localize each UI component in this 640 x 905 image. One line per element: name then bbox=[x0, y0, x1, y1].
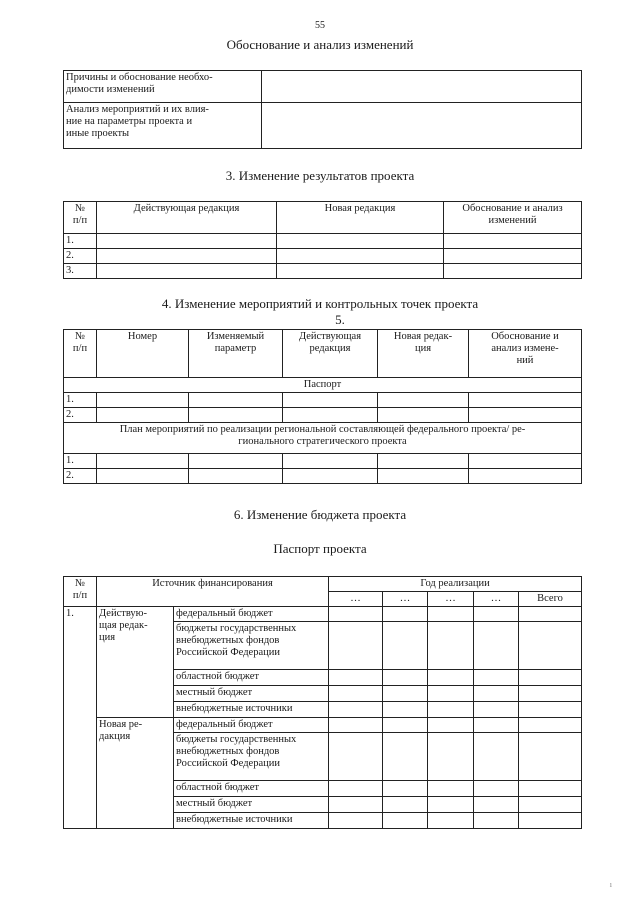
table-row-num: 1. bbox=[64, 234, 97, 249]
budget-source: областной бюджет bbox=[174, 670, 329, 686]
table-cell bbox=[428, 702, 474, 718]
table-cell bbox=[383, 607, 428, 622]
table-cell bbox=[277, 234, 444, 249]
table-row-num: 2. bbox=[64, 469, 97, 484]
table-row-num: 2. bbox=[64, 408, 97, 423]
table-cell bbox=[474, 607, 519, 622]
table-cell bbox=[428, 718, 474, 733]
table-cell bbox=[474, 622, 519, 670]
activities-header-justification: Обоснование и анализ измене- ний bbox=[469, 330, 582, 378]
budget-source: местный бюджет bbox=[174, 686, 329, 702]
budget-source: внебюджетные источники bbox=[174, 813, 329, 829]
budget-year-col: … bbox=[474, 592, 519, 607]
activities-header-num: № п/п bbox=[64, 330, 97, 378]
table-cell bbox=[97, 249, 277, 264]
table-row-num: 1. bbox=[64, 393, 97, 408]
table-cell bbox=[469, 393, 582, 408]
page-title: Обоснование и анализ изменений bbox=[226, 37, 414, 52]
table-cell bbox=[428, 797, 474, 813]
table-cell bbox=[189, 469, 283, 484]
table-cell bbox=[283, 454, 378, 469]
results-header-num: № п/п bbox=[64, 202, 97, 234]
table-row-num: 3. bbox=[64, 264, 97, 279]
table-cell bbox=[383, 622, 428, 670]
table-cell bbox=[97, 454, 189, 469]
table-cell bbox=[474, 718, 519, 733]
table-cell bbox=[519, 670, 582, 686]
table-cell bbox=[428, 813, 474, 829]
table-cell bbox=[378, 454, 469, 469]
budget-source: бюджеты государственных внебюджетных фондов Российской Федерации bbox=[174, 622, 329, 670]
section-6-title: 6. Изменение бюджета проекта bbox=[233, 507, 407, 522]
budget-group-current: Действую- щая редак- ция bbox=[97, 607, 174, 718]
budget-total-col: Всего bbox=[519, 592, 582, 607]
activities-header-current: Действующая редакция bbox=[283, 330, 378, 378]
table-cell bbox=[378, 393, 469, 408]
table-cell bbox=[428, 670, 474, 686]
budget-group-new: Новая ре- дакция bbox=[97, 718, 174, 829]
table-cell bbox=[444, 264, 582, 279]
table-cell bbox=[329, 607, 383, 622]
budget-source: федеральный бюджет bbox=[174, 718, 329, 733]
table-cell bbox=[329, 702, 383, 718]
edge-mark: ı bbox=[609, 880, 612, 889]
table-cell bbox=[469, 454, 582, 469]
table-cell bbox=[97, 234, 277, 249]
table-cell bbox=[383, 702, 428, 718]
budget-year-col: … bbox=[329, 592, 383, 607]
table-cell bbox=[378, 469, 469, 484]
page-number: 55 bbox=[315, 20, 325, 31]
table-row-num: 2. bbox=[64, 249, 97, 264]
table-cell bbox=[474, 733, 519, 781]
table-cell bbox=[329, 781, 383, 797]
table-cell bbox=[329, 686, 383, 702]
activities-header-number: Номер bbox=[97, 330, 189, 378]
table-row-num: 1. bbox=[64, 454, 97, 469]
table-cell bbox=[383, 718, 428, 733]
budget-source: бюджеты государственных внебюджетных фондов Российской Федерации bbox=[174, 733, 329, 781]
table-cell bbox=[189, 408, 283, 423]
justification-row-value bbox=[262, 71, 582, 103]
justification-row-label: Причины и обоснование необхо- димости изменений bbox=[64, 71, 262, 103]
table-cell bbox=[519, 718, 582, 733]
budget-source: внебюджетные источники bbox=[174, 702, 329, 718]
table-cell bbox=[329, 733, 383, 781]
table-cell bbox=[97, 469, 189, 484]
budget-table bbox=[63, 576, 582, 829]
budget-year-col: … bbox=[428, 592, 474, 607]
table-cell bbox=[428, 607, 474, 622]
table-cell bbox=[428, 781, 474, 797]
table-cell bbox=[474, 781, 519, 797]
table-cell bbox=[97, 408, 189, 423]
table-cell bbox=[329, 670, 383, 686]
table-cell bbox=[474, 813, 519, 829]
budget-source: федеральный бюджет bbox=[174, 607, 329, 622]
table-cell bbox=[519, 781, 582, 797]
table-cell bbox=[277, 264, 444, 279]
table-cell bbox=[519, 733, 582, 781]
budget-source: областной бюджет bbox=[174, 781, 329, 797]
budget-header-source: Источник финансирования bbox=[97, 577, 329, 607]
table-cell bbox=[383, 670, 428, 686]
results-header-justification: Обоснование и анализ изменений bbox=[444, 202, 582, 234]
table-cell bbox=[474, 670, 519, 686]
table-cell bbox=[97, 264, 277, 279]
table-cell bbox=[378, 408, 469, 423]
table-cell bbox=[469, 408, 582, 423]
table-cell bbox=[519, 813, 582, 829]
table-cell bbox=[97, 393, 189, 408]
table-cell bbox=[474, 797, 519, 813]
justification-row-value bbox=[262, 103, 582, 149]
table-cell bbox=[383, 733, 428, 781]
activities-table bbox=[63, 329, 582, 484]
table-cell bbox=[519, 622, 582, 670]
table-cell bbox=[519, 607, 582, 622]
table-cell bbox=[383, 813, 428, 829]
results-header-new: Новая редакция bbox=[277, 202, 444, 234]
table-cell bbox=[519, 797, 582, 813]
table-cell bbox=[383, 686, 428, 702]
table-cell bbox=[329, 718, 383, 733]
table-cell bbox=[519, 702, 582, 718]
section-6-subtitle: Паспорт проекта bbox=[273, 541, 367, 556]
table-cell bbox=[283, 408, 378, 423]
section-3-title: 3. Изменение результатов проекта bbox=[225, 168, 415, 183]
results-table bbox=[63, 201, 582, 279]
table-cell bbox=[189, 454, 283, 469]
table-cell bbox=[469, 469, 582, 484]
table-cell bbox=[383, 797, 428, 813]
table-cell bbox=[329, 622, 383, 670]
budget-source: местный бюджет bbox=[174, 797, 329, 813]
table-cell bbox=[428, 622, 474, 670]
justification-row-label: Анализ мероприятий и их влия- ние на параметры проекта и иные проекты bbox=[64, 103, 262, 149]
justification-table bbox=[63, 70, 582, 149]
table-cell bbox=[428, 686, 474, 702]
budget-header-year: Год реализации bbox=[329, 577, 582, 592]
table-cell bbox=[519, 686, 582, 702]
group-label-passport: Паспорт bbox=[64, 378, 582, 393]
table-cell bbox=[444, 234, 582, 249]
section-4-title: 4. Изменение мероприятий и контрольных точек проекта bbox=[161, 296, 479, 311]
table-cell bbox=[474, 686, 519, 702]
table-cell bbox=[277, 249, 444, 264]
table-cell bbox=[329, 797, 383, 813]
table-cell bbox=[329, 813, 383, 829]
group-label-plan: План мероприятий по реализации региональной составляющей федерального проекта/ ре- гионального стратегического проекта bbox=[64, 423, 582, 454]
activities-header-new: Новая редак- ция bbox=[378, 330, 469, 378]
table-cell bbox=[283, 393, 378, 408]
section-4-subtitle: 5. bbox=[335, 312, 345, 327]
activities-header-parameter: Изменяемый параметр bbox=[189, 330, 283, 378]
budget-year-col: … bbox=[383, 592, 428, 607]
results-header-current: Действующая редакция bbox=[97, 202, 277, 234]
table-cell bbox=[444, 249, 582, 264]
budget-header-num: № п/п bbox=[64, 577, 97, 607]
budget-row-num: 1. bbox=[64, 607, 97, 829]
table-cell bbox=[428, 733, 474, 781]
table-cell bbox=[383, 781, 428, 797]
table-cell bbox=[474, 702, 519, 718]
table-cell bbox=[283, 469, 378, 484]
table-cell bbox=[189, 393, 283, 408]
